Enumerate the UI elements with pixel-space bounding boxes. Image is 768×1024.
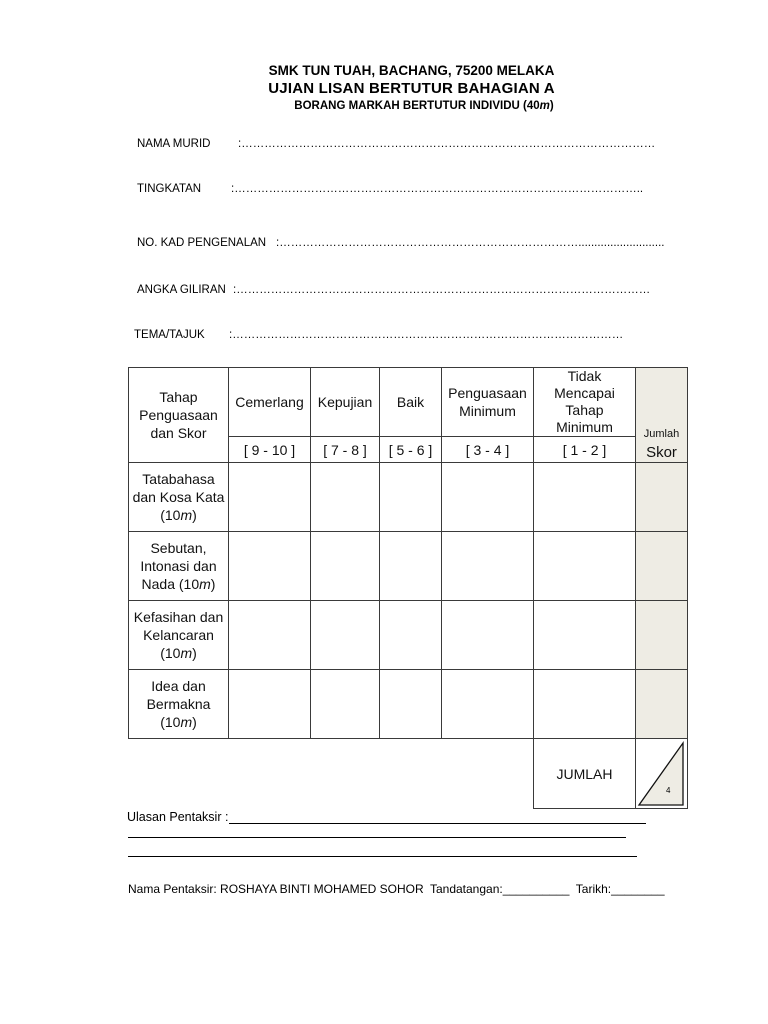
school-name: SMK TUN TUAH, BACHANG, 75200 MELAKA bbox=[268, 63, 555, 78]
tandatangan-field[interactable]: Tandatangan:__________ bbox=[429, 882, 570, 896]
criterion-tatabahasa: Tatabahasa dan Kosa Kata (10m) bbox=[132, 471, 225, 523]
level-corner-header: Tahap Penguasaan dan Skor bbox=[139, 389, 218, 441]
tema-dots: :………………………………………………………………………………………… bbox=[229, 329, 624, 341]
table-border-right bbox=[687, 367, 688, 809]
level-baik: Baik bbox=[396, 394, 425, 410]
range-cemerlang: [ 9 - 10 ] bbox=[243, 441, 296, 458]
criterion-idea: Idea dan Bermakna (10m) bbox=[146, 678, 211, 730]
field-tingkatan[interactable] bbox=[137, 183, 643, 195]
tingkatan-dots: :…………………………………………………………………………………………….. bbox=[231, 183, 644, 195]
level-tidak-mencapai: Tidak Mencapai Tahap Minimum bbox=[554, 368, 615, 435]
criterion-kefasihan: Kefasihan dan Kelancaran (10m) bbox=[133, 609, 224, 661]
tema-label: TEMA/TAJUK bbox=[134, 329, 205, 341]
field-nama-murid[interactable] bbox=[137, 138, 655, 150]
range-kepujian: [ 7 - 8 ] bbox=[323, 441, 367, 458]
pentaksir-name: ROSHAYA BINTI MOHAMED SOHOR bbox=[220, 882, 424, 896]
nama-label: NAMA MURID bbox=[137, 138, 211, 150]
marks-table bbox=[128, 367, 688, 809]
total-bottom bbox=[533, 808, 688, 809]
total-score-box[interactable] bbox=[636, 740, 687, 808]
range-baik: [ 5 - 6 ] bbox=[388, 441, 433, 458]
ulasan-line-3[interactable] bbox=[128, 856, 637, 857]
tingkatan-label: TINGKATAN bbox=[137, 183, 202, 195]
exam-title: UJIAN LISAN BERTUTUR BAHAGIAN A bbox=[268, 80, 555, 97]
level-cemerlang: Cemerlang bbox=[235, 394, 304, 410]
angka-dots: :……………………………………………………………………………………………… bbox=[233, 284, 651, 296]
level-penguasaan-minimum: Penguasaan Minimum bbox=[448, 385, 527, 419]
kad-dots: :……………………………………………………………………........................... bbox=[276, 237, 665, 249]
field-tema-tajuk[interactable] bbox=[134, 329, 623, 341]
total-max-score: 4 bbox=[666, 786, 671, 795]
diagonal-triangle-icon bbox=[636, 740, 687, 808]
pentaksir-label: Nama Pentaksir: bbox=[128, 882, 217, 896]
form-title: BORANG MARKAH BERTUTUR INDIVIDU (40m) bbox=[294, 100, 554, 112]
signature-row bbox=[128, 882, 665, 896]
ulasan-line-2[interactable] bbox=[128, 837, 626, 838]
range-penguasaan-minimum: [ 3 - 4 ] bbox=[465, 441, 510, 458]
total-label: JUMLAH bbox=[556, 765, 613, 782]
criterion-sebutan: Sebutan, Intonasi dan Nada (10m) bbox=[140, 540, 217, 592]
score-header: Jumlah Skor bbox=[643, 427, 680, 461]
field-angka-giliran[interactable] bbox=[137, 284, 650, 296]
kad-label: NO. KAD PENGENALAN bbox=[137, 237, 267, 249]
ulasan-label: Ulasan Pentaksir : bbox=[127, 810, 229, 824]
ulasan-line-1[interactable] bbox=[229, 823, 646, 824]
level-kepujian: Kepujian bbox=[317, 394, 373, 410]
tarikh-field[interactable]: Tarikh:________ bbox=[575, 882, 665, 896]
angka-label: ANGKA GILIRAN bbox=[137, 284, 226, 296]
nama-dots: :……………………………………………………………………………………………… bbox=[238, 138, 656, 150]
range-tidak-mencapai: [ 1 - 2 ] bbox=[562, 441, 607, 458]
field-kad-pengenalan[interactable] bbox=[137, 237, 664, 249]
